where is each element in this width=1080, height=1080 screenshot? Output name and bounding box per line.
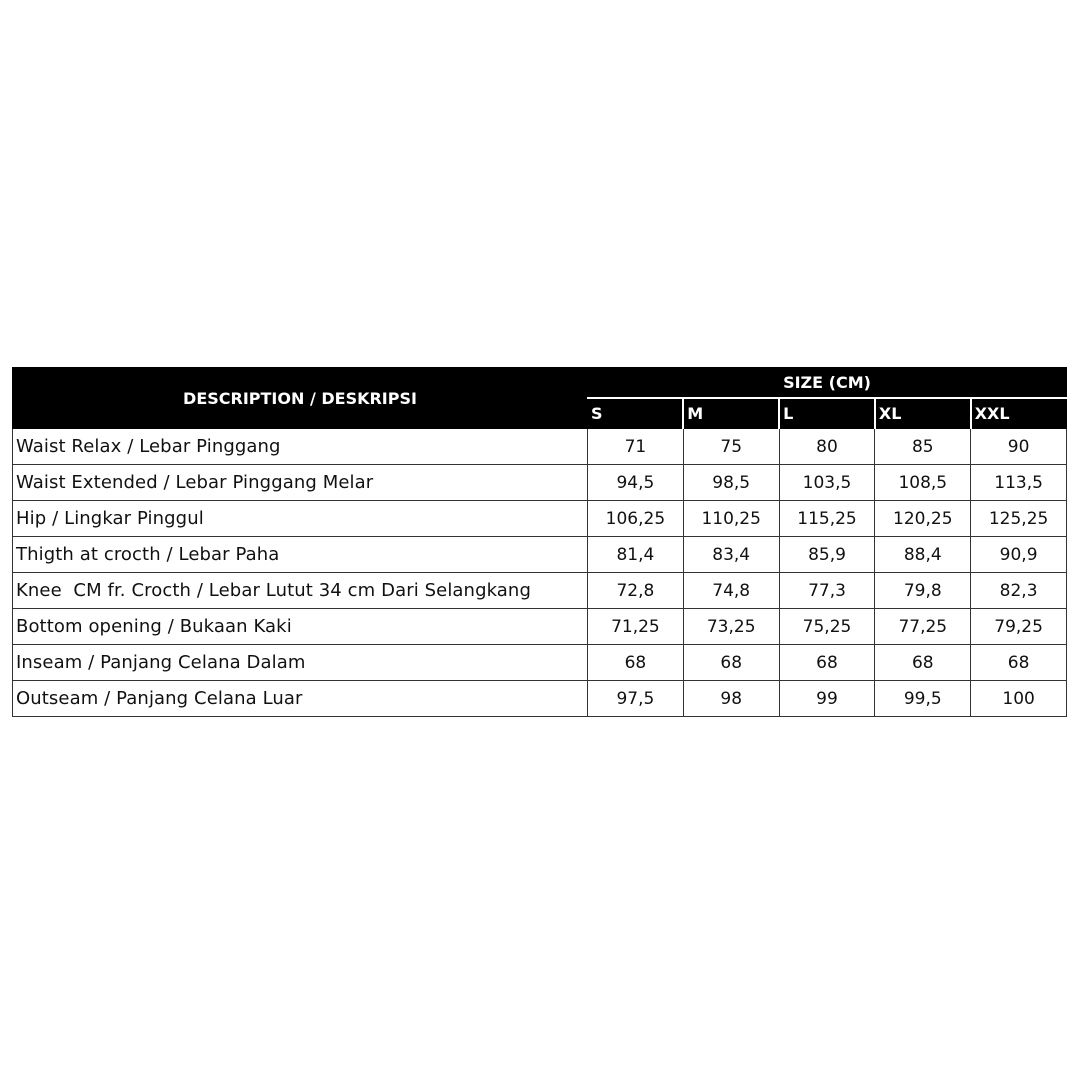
row-label: Knee CM fr. Crocth / Lebar Lutut 34 cm Dari Selangkang [13, 573, 588, 609]
cell-m: 98 [683, 681, 779, 717]
size-header-xl: XL [875, 398, 971, 429]
size-header-xxl: XXL [971, 398, 1067, 429]
table-row [13, 681, 1067, 717]
table-row [13, 429, 1067, 465]
cell-m: 110,25 [683, 501, 779, 537]
table-row [13, 573, 1067, 609]
row-label: Hip / Lingkar Pinggul [13, 501, 588, 537]
size-chart-table [12, 367, 1067, 717]
cell-xxl: 113,5 [971, 465, 1067, 501]
cell-xl: 77,25 [875, 609, 971, 645]
table-row [13, 645, 1067, 681]
row-label: Thigth at crocth / Lebar Paha [13, 537, 588, 573]
cell-m: 73,25 [683, 609, 779, 645]
cell-m: 98,5 [683, 465, 779, 501]
row-label: Inseam / Panjang Celana Dalam [13, 645, 588, 681]
row-label: Outseam / Panjang Celana Luar [13, 681, 588, 717]
cell-m: 74,8 [683, 573, 779, 609]
size-header-s: S [588, 398, 684, 429]
cell-xxl: 68 [971, 645, 1067, 681]
cell-l: 77,3 [779, 573, 875, 609]
table-row [13, 465, 1067, 501]
cell-s: 106,25 [588, 501, 684, 537]
description-header: DESCRIPTION / DESKRIPSI [13, 368, 588, 429]
cell-l: 75,25 [779, 609, 875, 645]
cell-m: 68 [683, 645, 779, 681]
table-row [13, 609, 1067, 645]
cell-m: 75 [683, 429, 779, 465]
cell-l: 99 [779, 681, 875, 717]
cell-xxl: 79,25 [971, 609, 1067, 645]
row-label: Waist Relax / Lebar Pinggang [13, 429, 588, 465]
cell-l: 85,9 [779, 537, 875, 573]
cell-s: 71,25 [588, 609, 684, 645]
cell-l: 68 [779, 645, 875, 681]
table-row [13, 501, 1067, 537]
cell-xxl: 90 [971, 429, 1067, 465]
cell-l: 103,5 [779, 465, 875, 501]
cell-xl: 88,4 [875, 537, 971, 573]
size-header-l: L [779, 398, 875, 429]
cell-s: 71 [588, 429, 684, 465]
size-header-m: M [683, 398, 779, 429]
cell-xxl: 100 [971, 681, 1067, 717]
cell-s: 97,5 [588, 681, 684, 717]
cell-xl: 108,5 [875, 465, 971, 501]
size-header: SIZE (CM) [588, 368, 1067, 399]
cell-xl: 79,8 [875, 573, 971, 609]
cell-xl: 68 [875, 645, 971, 681]
cell-s: 72,8 [588, 573, 684, 609]
cell-xxl: 90,9 [971, 537, 1067, 573]
cell-xxl: 125,25 [971, 501, 1067, 537]
cell-xl: 120,25 [875, 501, 971, 537]
cell-m: 83,4 [683, 537, 779, 573]
cell-xl: 99,5 [875, 681, 971, 717]
cell-l: 115,25 [779, 501, 875, 537]
cell-s: 68 [588, 645, 684, 681]
cell-s: 81,4 [588, 537, 684, 573]
cell-xl: 85 [875, 429, 971, 465]
cell-l: 80 [779, 429, 875, 465]
row-label: Bottom opening / Bukaan Kaki [13, 609, 588, 645]
table-row [13, 537, 1067, 573]
row-label: Waist Extended / Lebar Pinggang Melar [13, 465, 588, 501]
cell-s: 94,5 [588, 465, 684, 501]
cell-xxl: 82,3 [971, 573, 1067, 609]
